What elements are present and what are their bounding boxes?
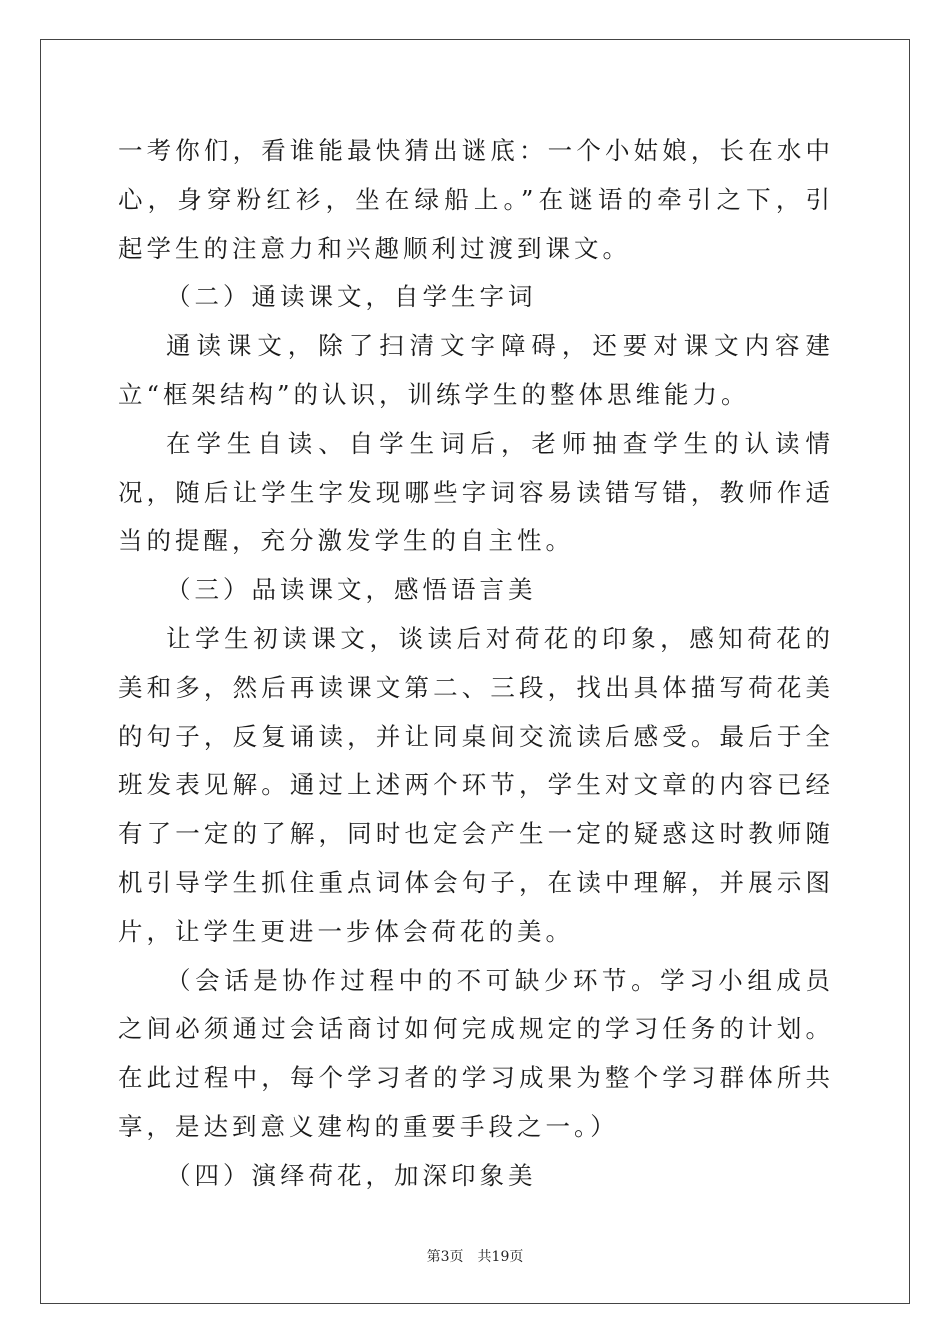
section-heading-4: （四）演绎荷花，加深印象美 <box>166 1160 537 1190</box>
document-body <box>118 127 834 1201</box>
paragraph-3: 在学生自读、自学生词后，老师抽查学生的认读情况，随后让学生字发现哪些字词容易读错写错，教师作适当的提醒，充分激发学生的自主性。 <box>118 428 834 556</box>
section-heading-3: （三）品读课文，感悟语言美 <box>166 575 537 605</box>
paragraph-5: （会话是协作过程中的不可缺少环节。学习小组成员之间必须通过会话商讨如何完成规定的学习任务的计划。在此过程中，每个学习者的学习成果为整个学习群体所共享，是达到意义建构的重要手段之一。） <box>118 965 834 1141</box>
paragraph-1: 一考你们，看谁能最快猜出谜底：一个小姑娘，长在水中心，身穿粉红衫，坐在绿船上。”在谜语的牵引之下，引起学生的注意力和兴趣顺利过渡到课文。 <box>118 136 834 263</box>
page-number-footer: 第3页 共19页 <box>426 1249 524 1265</box>
paragraph-2: 通读课文，除了扫清文字障碍，还要对课文内容建立“框架结构”的认识，训练学生的整体思维能力。 <box>118 331 834 409</box>
paragraph-4: 让学生初读课文，谈读后对荷花的印象，感知荷花的美和多，然后再读课文第二、三段，找出具体描写荷花美的句子，反复诵读，并让同桌间交流读后感受。最后于全班发表见解。通过上述两个环节，学生对文章的内容已经有了一定的了解，同时也定会产生一定的疑惑这时教师随机引导学生抓住重点词体会句子，在读中理解，并展示图片，让学生更进一步体会荷花的美。 <box>118 623 834 946</box>
section-heading-2: （二）通读课文，自学生字词 <box>166 282 537 312</box>
